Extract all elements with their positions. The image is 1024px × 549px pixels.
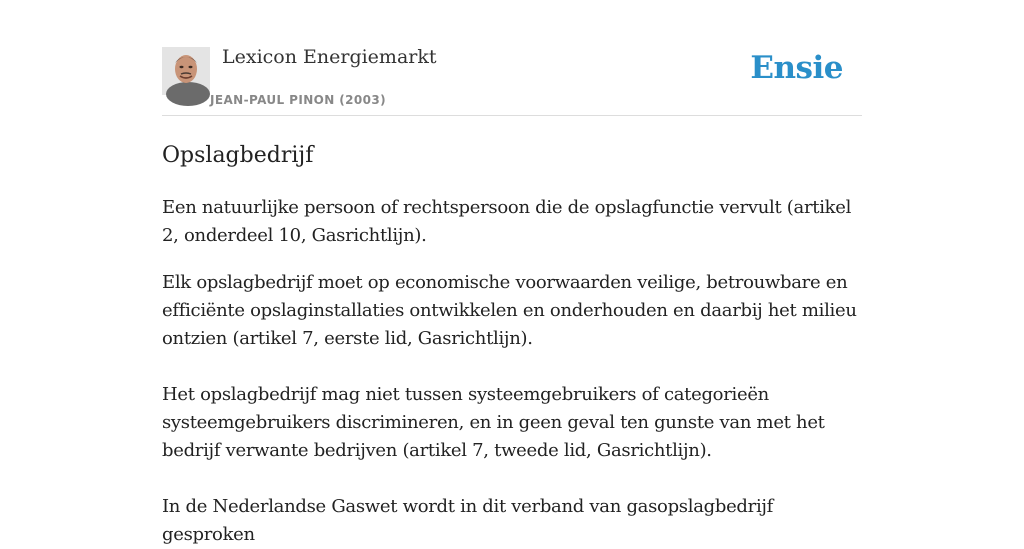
entry-paragraph: Een natuurlijke persoon of rechtspersoon die de opslagfunctie vervult (artikel 2, onderdeel 10, Gasrichtlijn).	[162, 197, 852, 246]
ensie-logo[interactable]: Ensie	[750, 50, 843, 86]
page-container	[162, 0, 862, 549]
entry-paragraph: Elk opslagbedrijf moet op economische voorwaarden veilige, betrouwbare en efficiënte opslaginstallaties ontwikkelen en onderhouden en daarbij het milieu ontzien (artikel 7, eerste lid, Gasrichtlijn).	[162, 272, 857, 349]
book-header	[162, 0, 862, 116]
author-name[interactable]: JEAN-PAUL PINON (2003)	[210, 93, 387, 107]
book-title[interactable]: Lexicon Energiemarkt	[222, 46, 437, 68]
entry-paragraph: In de Nederlandse Gaswet wordt in dit verband van gasopslagbedrijf gesproken	[162, 496, 774, 545]
entry-title: Opslagbedrijf	[162, 143, 314, 168]
entry-paragraph: Het opslagbedrijf mag niet tussen systeemgebruikers of categorieën systeemgebruikers discrimineren, en in geen geval ten gunste van met het bedrijf verwante bedrijven (artikel 7, tweede lid, Gasrichtlijn).	[162, 384, 825, 461]
author-portrait-icon[interactable]	[162, 47, 210, 95]
